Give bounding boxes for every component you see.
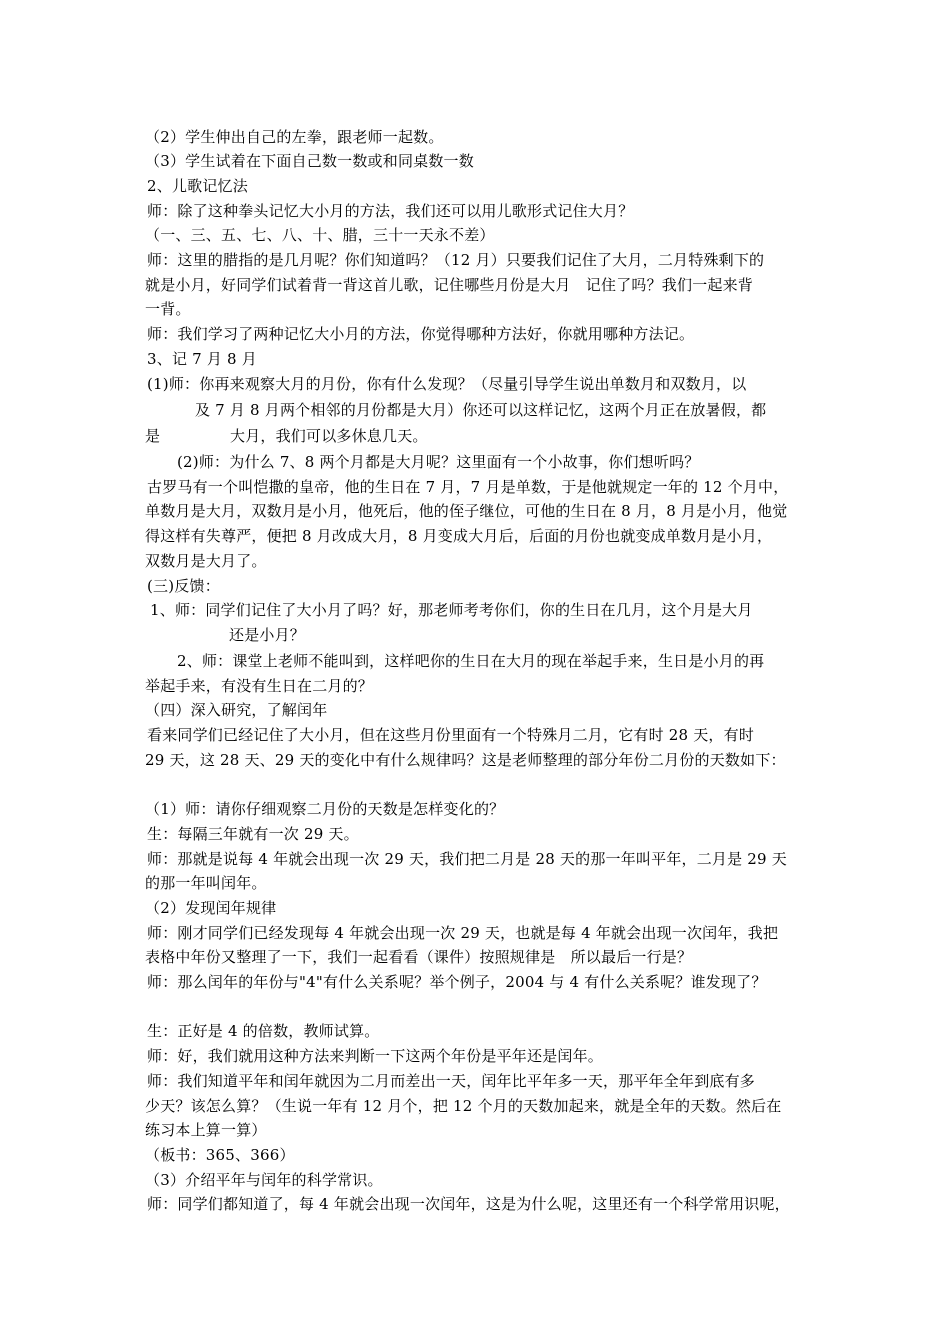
text-line: 生：每隔三年就有一次 29 天。 bbox=[147, 825, 359, 843]
text-line: 单数月是大月，双数月是小月，他死后，他的侄子继位，可他的生日在 8 月，8 月是小月，他觉 bbox=[145, 502, 788, 520]
text-line: 2、师：课堂上老师不能叫到，这样吧你的生日在大月的现在举起手来，生日是小月的再 bbox=[177, 652, 765, 670]
text-line: 1、师：同学们记住了大小月了吗？好，那老师考考你们，你的生日在几月，这个月是大月 bbox=[150, 601, 753, 619]
text-line: 少天？该怎么算？（生说一年有 12 月个，把 12 个月的天数加起来，就是全年的天数。然后在 bbox=[145, 1097, 782, 1115]
text-line: 是 bbox=[145, 427, 161, 445]
text-line: （一、三、五、七、八、十、腊，三十一天永不差） bbox=[145, 226, 495, 244]
text-line: 师：同学们都知道了，每 4 年就会出现一次闰年，这是为什么呢，这里还有一个科学常用识呢， bbox=[147, 1195, 790, 1213]
text-line: 古罗马有一个叫恺撒的皇帝，他的生日在 7 月，7 月是单数，于是他就规定一年的 12 个月中， bbox=[147, 478, 789, 496]
text-line: (三)反馈： bbox=[147, 577, 220, 595]
text-line: 2、儿歌记忆法 bbox=[147, 177, 248, 195]
text-line: 举起手来，有没有生日在二月的？ bbox=[145, 677, 374, 695]
text-line: （2）发现闰年规律 bbox=[145, 899, 277, 917]
text-line: 练习本上算一算） bbox=[145, 1121, 267, 1139]
text-line: 3、记 7 月 8 月 bbox=[147, 350, 257, 368]
text-line: 29 天，这 28 天、29 天的变化中有什么规律吗？这是老师整理的部分年份二月份的天数如下： bbox=[145, 751, 786, 769]
text-line: 及 7 月 8 月两个相邻的月份都是大月）你还可以这样记忆，这两个月正在放暑假，都 bbox=[195, 401, 767, 419]
text-line: 师：那么闰年的年份与"4"有什么关系呢？举个例子，2004 与 4 有什么关系呢？谁发现了？ bbox=[147, 973, 767, 991]
text-line: 看来同学们已经记住了大小月，但在这些月份里面有一个特殊月二月，它有时 28 天，有时 bbox=[147, 726, 755, 744]
text-line: 师：那就是说每 4 年就会出现一次 29 天，我们把二月是 28 天的那一年叫平年，二月是 29 天 bbox=[147, 850, 787, 868]
text-line: 师：我们知道平年和闰年就因为二月而差出一天，闰年比平年多一天，那平年全年到底有多 bbox=[147, 1072, 756, 1090]
text-line: 就是小月，好同学们试着背一背这首儿歌，记住哪些月份是大月 记住了吗？我们一起来背 bbox=[145, 276, 754, 294]
text-line: 生：正好是 4 的倍数，教师试算。 bbox=[147, 1022, 380, 1040]
text-line: （板书：365、366） bbox=[145, 1146, 295, 1164]
text-line: 双数月是大月了。 bbox=[145, 552, 267, 570]
text-line: （2）学生伸出自己的左拳，跟老师一起数。 bbox=[145, 128, 444, 146]
text-line: (1)师：你再来观察大月的月份，你有什么发现？（尽量引导学生说出单数月和双数月，以 bbox=[147, 375, 747, 393]
text-line: （1）师：请你仔细观察二月份的天数是怎样变化的？ bbox=[145, 800, 505, 818]
text-line: 得这样有失尊严，便把 8 月改成大月，8 月变成大月后，后面的月份也就变成单数月是小月， bbox=[145, 527, 773, 545]
text-line: 师：这里的腊指的是几月呢？你们知道吗？（12 月）只要我们记住了大月，二月特殊剩下的 bbox=[147, 251, 765, 269]
text-line: 还是小月？ bbox=[229, 626, 306, 644]
text-line: 表格中年份又整理了一下，我们一起看看（课件）按照规律是 所以最后一行是？ bbox=[145, 948, 693, 966]
text-line: 大月，我们可以多休息几天。 bbox=[230, 427, 428, 445]
text-line: (2)师：为什么 7、8 两个月都是大月呢？这里面有一个小故事，你们想听吗？ bbox=[177, 453, 700, 471]
text-line: （四）深入研究，了解闰年 bbox=[145, 701, 328, 719]
text-line: （3）介绍平年与闰年的科学常识。 bbox=[145, 1171, 383, 1189]
text-line: 师：好，我们就用这种方法来判断一下这两个年份是平年还是闰年。 bbox=[147, 1047, 604, 1065]
text-line: 师：除了这种拳头记忆大小月的方法，我们还可以用儿歌形式记住大月？ bbox=[147, 202, 634, 220]
text-line: 的那一年叫闰年。 bbox=[145, 874, 267, 892]
text-line: 师：刚才同学们已经发现每 4 年就会出现一次 29 天，也就是每 4 年就会出现一次闰年，我把 bbox=[147, 924, 779, 942]
text-line: 一背。 bbox=[145, 300, 191, 318]
text-line: 师：我们学习了两种记忆大小月的方法，你觉得哪种方法好，你就用哪种方法记。 bbox=[147, 325, 695, 343]
text-line: （3）学生试着在下面自己数一数或和同桌数一数 bbox=[145, 152, 474, 170]
